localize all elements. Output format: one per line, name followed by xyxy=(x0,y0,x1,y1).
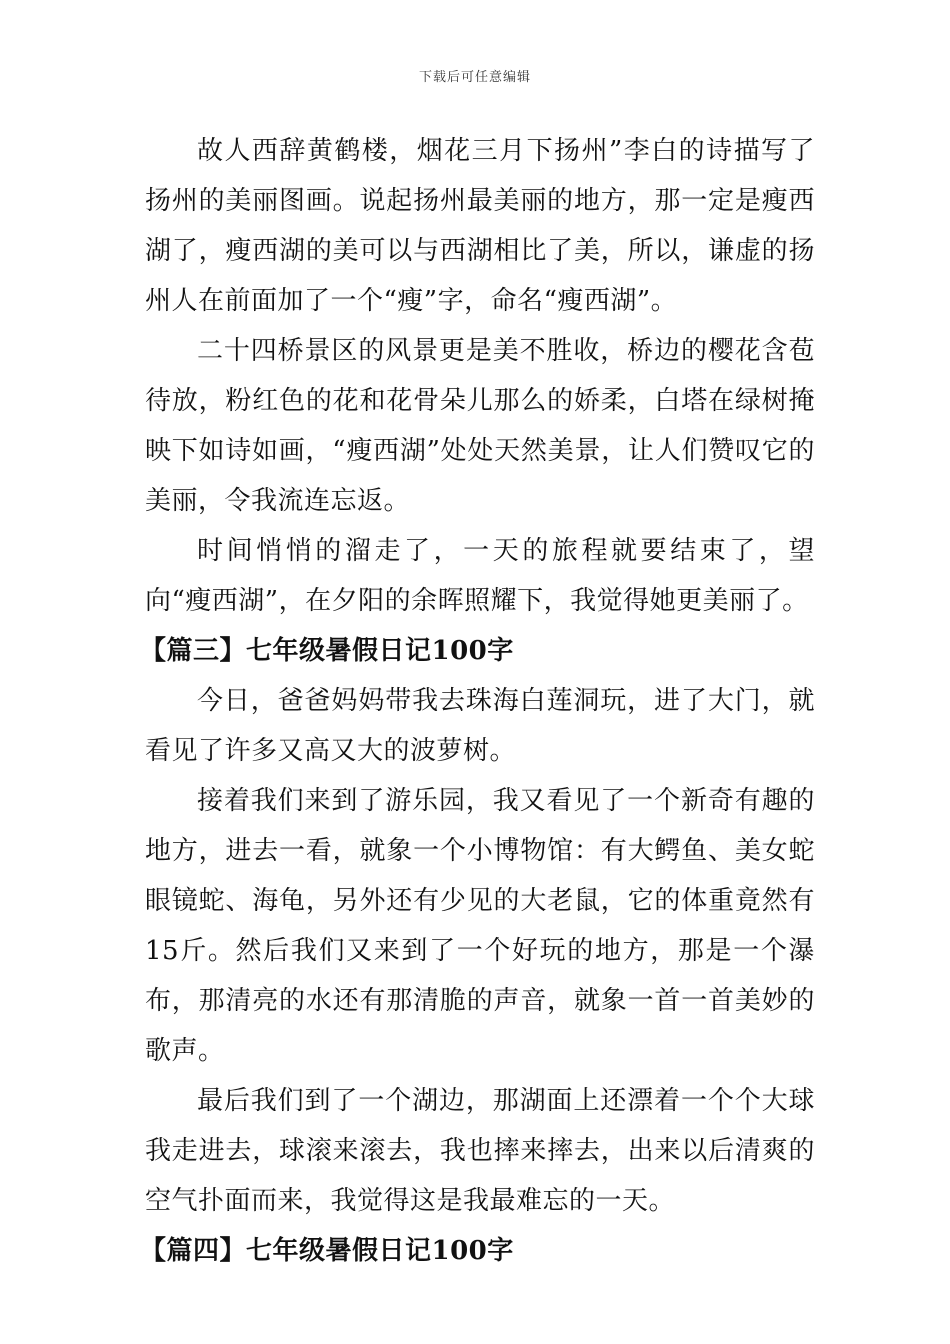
section-title-part-three: 【篇三】七年级暑假日记100字 xyxy=(140,636,514,666)
paragraph-sunset: 时间悄悄的溜走了，一天的旅程就要结束了，望向“瘦西湖”，在夕阳的余晖照耀下，我觉得她更美丽了。 xyxy=(145,536,815,616)
paragraph-bailian-cave: 今日，爸爸妈妈带我去珠海白莲洞玩，进了大门，就看见了许多又高又大的波萝树。 xyxy=(145,686,815,766)
paragraph-slender-west-lake-intro: 故人西辞黄鹤楼，烟花三月下扬州”李白的诗描写了扬州的美丽图画。说起扬州最美丽的地方，那一定是瘦西湖了，瘦西湖的美可以与西湖相比了美，所以，谦虚的扬州人在前面加了一个“瘦”字，命名“瘦西湖”。 xyxy=(145,136,815,316)
paragraph-twenty-four-bridges: 二十四桥景区的风景更是美不胜收，桥边的樱花含苞待放，粉红色的花和花骨朵儿那么的娇柔，白塔在绿树掩映下如诗如画，“瘦西湖”处处天然美景，让人们赞叹它的美丽，令我流连忘返。 xyxy=(145,336,815,516)
document-body xyxy=(140,126,815,1276)
paragraph-lakeside-balls: 最后我们到了一个湖边，那湖面上还漂着一个个大球我走进去，球滚来滚去，我也摔来摔去，出来以后清爽的空气扑面而来，我觉得这是我最难忘的一天。 xyxy=(145,1086,815,1216)
section-title-part-four: 【篇四】七年级暑假日记100字 xyxy=(140,1236,514,1266)
paragraph-amusement-park: 接着我们来到了游乐园，我又看见了一个新奇有趣的地方，进去一看，就象一个小博物馆：有大鳄鱼、美女蛇眼镜蛇、海龟，另外还有少见的大老鼠，它的体重竟然有15斤。然后我们又来到了一个好玩的地方，那是一个瀑布，那清亮的水还有那清脆的声音，就象一首一首美妙的歌声。 xyxy=(145,786,815,1066)
page-header: 下载后可任意编辑 xyxy=(418,70,531,85)
